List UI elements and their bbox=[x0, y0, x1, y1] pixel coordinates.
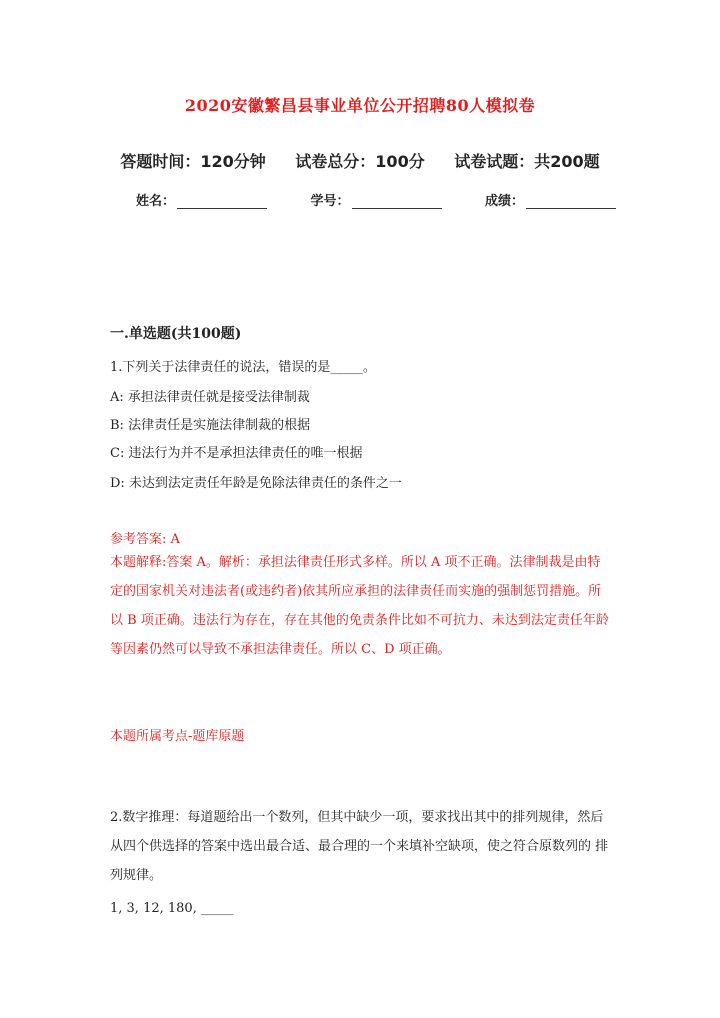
score-blank bbox=[526, 194, 616, 209]
name-blank bbox=[177, 194, 267, 209]
exam-title: 2020安徽繁昌县事业单位公开招聘80人模拟卷 bbox=[184, 96, 536, 115]
q1-explanation: 本题解释:答案 A。解析：承担法律责任形式多样。所以 A 项不正确。法律制裁是由特定的国家机关对违法者(或违约者)依其所应承担的法律责任而实施的强制惩罚措施。所以 B 项正确。违法行为存在，存在其他的免责条件比如不可抗力、未达到法定责任年龄等因素仍然可以导致不承担法律责任。所以 C、D 项正确。 bbox=[110, 555, 609, 657]
name-field bbox=[136, 190, 267, 209]
q1-stem: 1.下列关于法律责任的说法，错误的是_____。 bbox=[110, 360, 376, 375]
name-label: 姓名： bbox=[136, 194, 176, 209]
q1-option-d: D: 未达到法定责任年龄是免除法律责任的条件之一 bbox=[110, 476, 402, 491]
exam-time: 答题时间：120分钟 bbox=[120, 152, 266, 171]
student-fields bbox=[136, 190, 616, 209]
score-field bbox=[485, 190, 616, 209]
score-label: 成绩： bbox=[484, 194, 524, 209]
q1-topic: 本题所属考点-题库原题 bbox=[110, 729, 245, 744]
q1-option-b: B: 法律责任是实施法律制裁的根据 bbox=[110, 418, 311, 433]
id-field bbox=[310, 190, 441, 209]
q1-option-a: A: 承担法律责任就是接受法律制裁 bbox=[110, 390, 310, 405]
q2-stem: 2.数字推理：每道题给出一个数列，但其中缺少一项，要求找出其中的排列规律，然后从四个供选择的答案中选出最合适、最合理的一个来填补空缺项，使之符合原数列的 排列规律。 bbox=[110, 810, 609, 883]
q2-sequence: 1, 3, 12, 180, _____ bbox=[110, 901, 234, 916]
id-blank bbox=[352, 194, 442, 209]
exam-meta bbox=[0, 149, 720, 172]
q1-option-c: C: 违法行为并不是承担法律责任的唯一根据 bbox=[110, 446, 363, 461]
id-label: 学号： bbox=[310, 194, 350, 209]
section-title: 一.单选题(共100题) bbox=[110, 326, 242, 342]
exam-total-questions: 试卷试题：共200题 bbox=[454, 152, 600, 171]
q1-answer: 参考答案: A bbox=[110, 532, 180, 547]
exam-total-score: 试卷总分：100分 bbox=[295, 152, 425, 171]
